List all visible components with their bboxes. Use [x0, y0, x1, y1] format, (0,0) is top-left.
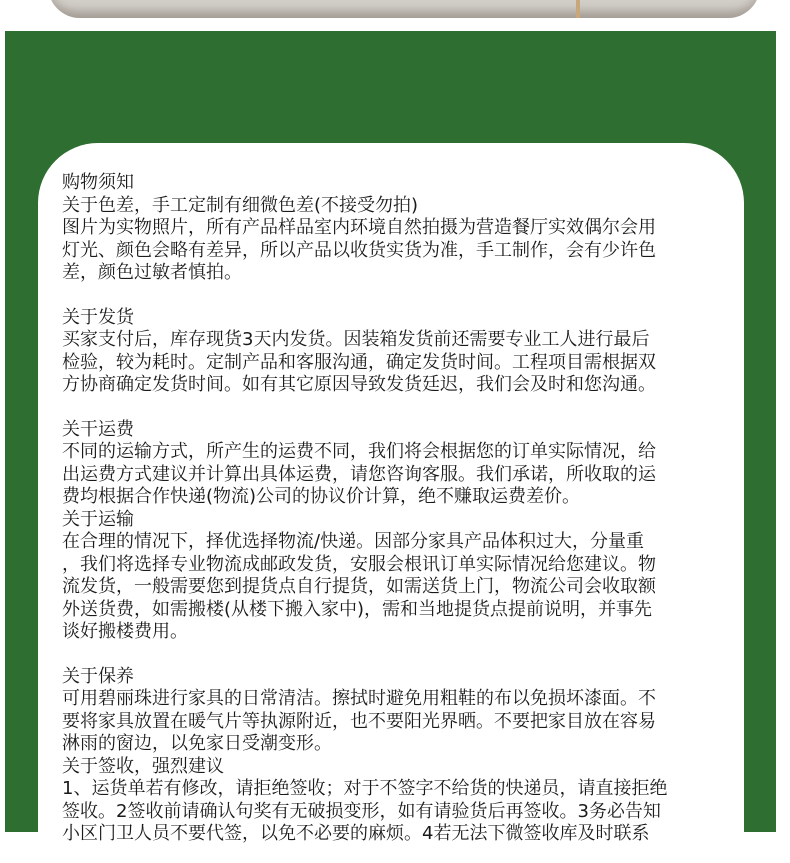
section-line: 可用碧丽珠进行家具的日常清洁。擦拭时避免用粗鞋的布以免损坏漆面。不	[62, 688, 656, 709]
section-line: 签收。2签收前请确认句奖有无破损变形，如有请验货后再签收。3务必告知	[62, 800, 661, 822]
section-line: 淋雨的窗边，以免家日受潮变形。	[62, 733, 332, 754]
section-signing	[62, 756, 732, 846]
section-title: 关于运输	[62, 508, 134, 530]
section-line: 检验，较为耗时。定制产品和客服沟通，确定发货时间。工程项目需根据双	[62, 351, 656, 373]
shopping-notice-content	[62, 172, 732, 846]
section-title: 购物须知	[62, 172, 134, 193]
section-shopping-notice	[62, 172, 732, 285]
section-line: 要将家具放置在暖气片等执源附近，也不要阳光界晒。不要把家目放在容易	[62, 710, 656, 732]
section-line: 小区门卫人员不要代签，以免不必要的麻烦。4若无法下微签收库及时联系	[62, 823, 650, 844]
section-line: 外送货费，如需搬楼(从楼下搬入家中)，需和当地提货点提前说明，并事先	[62, 598, 653, 620]
section-title: 关干运费	[62, 418, 134, 440]
product-photo	[48, 0, 760, 18]
section-maintenance	[62, 666, 732, 756]
section-line: 关于色差，手工定制有细微色差(不接受勿拍)	[62, 194, 419, 216]
product-photo-strip	[0, 0, 790, 30]
section-line: 出运费方式建议并计算出具体运费，请您咨询客服。我们承诺，所收取的运	[62, 463, 656, 485]
section-shipping	[62, 307, 732, 397]
section-line: 差，颜色过敏者慎拍。	[62, 262, 242, 283]
section-line: ，我们将选择专业物流成邮政发货，安服会根讯订单实际情况给您建议。物	[62, 553, 656, 575]
section-title: 关于保养	[62, 665, 134, 687]
section-line: 谈好搬楼费用。	[62, 621, 188, 642]
section-line: 流发货，一般需要您到提货点自行提货，如需送货上门，物流公司会收取额	[62, 576, 656, 597]
section-title: 关于发货	[62, 306, 134, 328]
section-line: 灯光、颜色会略有差异，所以产品以收货实货为准，手工制作，会有少许色	[62, 239, 656, 261]
section-line: 买家支付后，库存现货3天内发货。因装箱发货前还需要专业工人进行最后	[62, 329, 650, 350]
section-line: 不同的运输方式，所产生的运费不同，我们将会根据您的订单实际情况，给	[62, 441, 656, 462]
section-title: 关于签收，强烈建议	[62, 755, 224, 777]
section-line: 图片为实物照片，所有产品样品室内环境自然拍摄为营造餐厅实效偶尔会用	[62, 217, 656, 238]
section-line: 在合理的情况下，择优选择物流/快递。因部分家具产品体积过大，分量重	[62, 531, 645, 552]
section-shipping-fee	[62, 419, 732, 509]
section-line: 费均根据合作快递(物流)公司的协议价计算，绝不赚取运费差价。	[62, 486, 581, 507]
section-line: 方协商确定发货时间。如有其它原因导致发货廷迟，我们会及时和您沟通。	[62, 374, 656, 395]
section-line: 1、运货单若有修改，请拒绝签收；对于不签字不给货的快递员，请直接拒绝	[62, 778, 668, 799]
section-transport	[62, 509, 732, 644]
